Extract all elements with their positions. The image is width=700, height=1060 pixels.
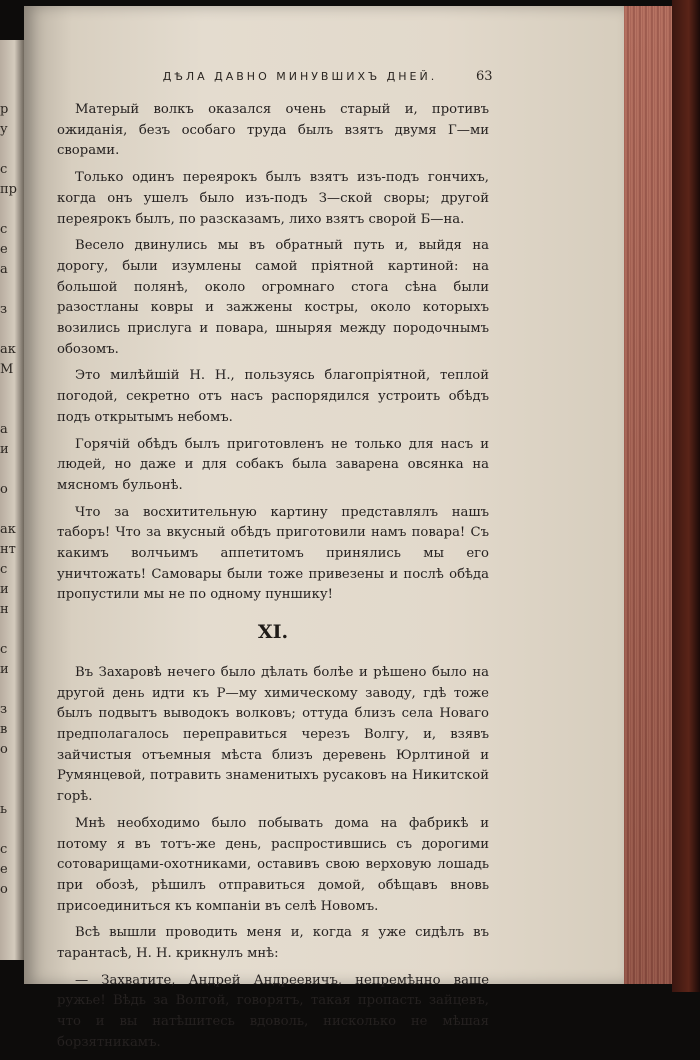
page-number: 63 — [476, 69, 493, 84]
page-body — [57, 100, 489, 1060]
paragraph: — Захватите, Андрей Андреевичъ, непремѣнно ваше ружье! Вѣдь за Волгой, говорятъ, такая пропасть зайцевъ, что и вы натѣшитесь вдоволь, нисколько не мѣшая борзятникамъ. — [57, 972, 489, 1050]
left-page-text-fragments: р у с пр с е а з ак М а и о ак нт с и н с и з в о ь с е о — [0, 102, 17, 897]
paragraph: Что за восхитительную картину представлялъ нашъ таборъ! Что за вкусный обѣдъ приготовили намъ повара! Съ какимъ волчьимъ аппетитомъ принялись мы его уничтожать! Самовары были тоже привезены и послѣ обѣда пропустили мы не по одному пуншику! — [57, 504, 489, 603]
paragraph: Въ Захаровѣ нечего было дѣлать болѣе и рѣшено было на другой день идти къ Р—му химическому заводу, гдѣ тоже былъ подвытъ выводокъ волковъ; оттуда близъ села Новаго предполагалось переправиться черезъ Волгу, и, взявъ зайчистыя отъемныя мѣста близъ деревень Юрлтиной и Румянцевой, потравить знаменитыхъ русаковъ на Никитской горѣ. — [57, 664, 489, 805]
paragraph: Матерый волкъ оказался очень старый и, противъ ожиданія, безъ особаго труда былъ взятъ двумя Г—ми сворами. — [57, 102, 489, 159]
page-edges — [624, 6, 672, 984]
paragraph: Это милѣйшій Н. Н., пользуясь благопріятной, теплой погодой, секретно отъ насъ распорядился устроить обѣдъ подъ открытымъ небомъ. — [57, 368, 489, 425]
running-head: ДѢЛА ДАВНО МИНУВШИХЪ ДНЕЙ. — [162, 70, 438, 83]
paragraph: Только одинъ переярокъ былъ взятъ изъ-подъ гончихъ, когда онъ ушелъ было изъ-подъ З—ской своры; другой переярокъ былъ, по разсказамъ, лихо взятъ сворой Б—на. — [57, 170, 489, 227]
chapter-heading: XI. — [257, 621, 289, 644]
adjacent-left-page — [0, 40, 24, 960]
paragraph: Мнѣ необходимо было побывать дома на фабрикѣ и потому я въ тотъ-же день, распростившись съ дорогими сотоварищами-охотниками, оставивъ свою верховую лошадь при обозѣ, рѣшилъ отправиться домой, обѣщавъ вновь присоединиться къ компаніи въ селѣ Новомъ. — [57, 815, 489, 914]
paragraph: Весело двинулись мы въ обратный путь и, выйдя на дорогу, были изумлены самой пріятной картиной: на большой полянѣ, около огромнаго стога сѣна были разостланы ковры и зажжены костры, около которыхъ возились прислуга и повара, шныряя между породочнымъ обозомъ. — [57, 238, 489, 357]
paragraph: Горячій обѣдъ былъ приготовленъ не только для насъ и людей, но даже и для собакъ была заварена овсянка на мясномъ бульонѣ. — [57, 436, 489, 493]
book-cover — [672, 0, 700, 992]
paragraph: Всѣ вышли проводить меня и, когда я уже сидѣлъ въ тарантасѣ, Н. Н. крикнулъ мнѣ: — [57, 925, 489, 962]
